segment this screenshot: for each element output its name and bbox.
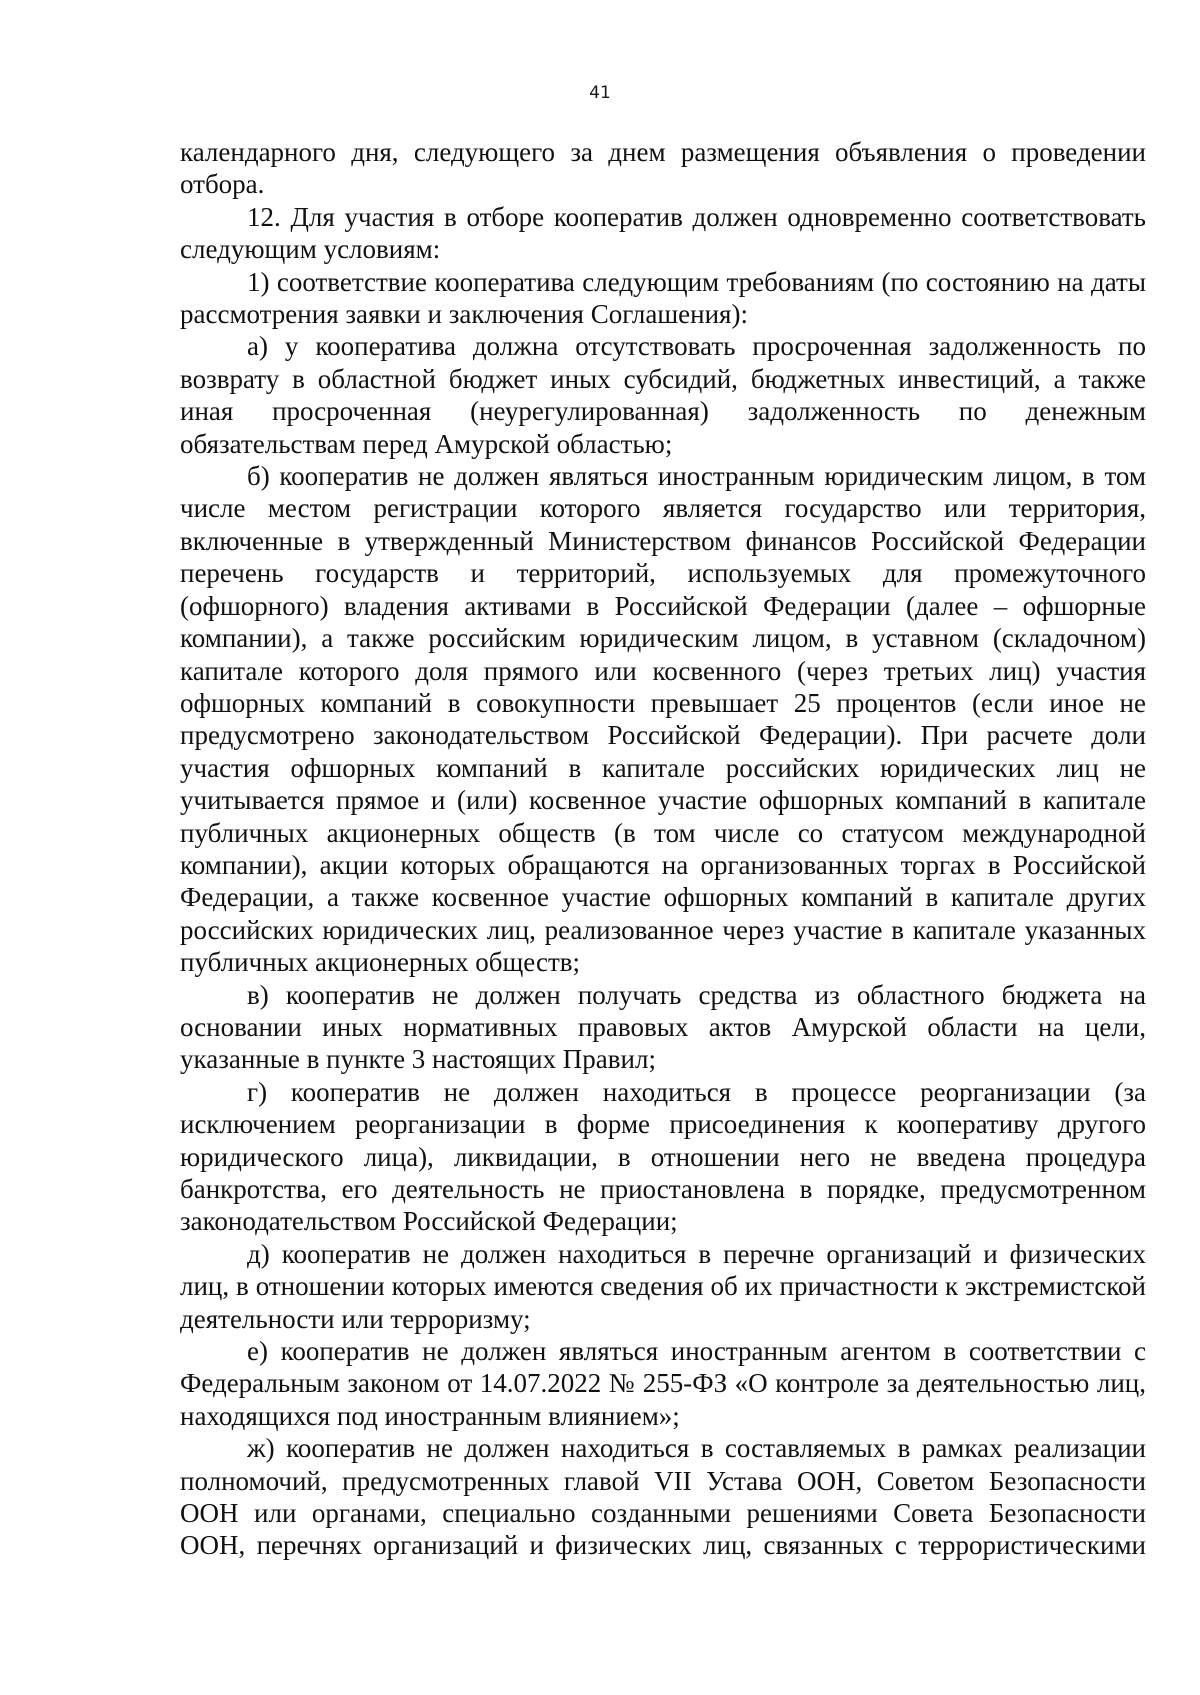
paragraph-subitem-e: е) кооператив не должен являться иностранным агентом в соответствии с Федеральным законом от 14.07.2022 № 255-ФЗ «О контроле за деятельностью лиц, находящихся под иностранным влиянием»; — [180, 1336, 1146, 1431]
paragraph-item-12: 12. Для участия в отборе кооператив должен одновременно соответствовать следующим условиям: — [180, 201, 1146, 265]
paragraph-subitem-v: в) кооператив не должен получать средства из областного бюджета на основании иных нормативных правовых актов Амурской области на цели, указанные в пункте 3 настоящих Правил; — [180, 979, 1146, 1075]
paragraph-subitem-b: б) кооператив не должен являться иностранным юридическим лицом, в том числе местом регистрации которого является государство или территория, включенные в утвержденный Министерством финансов Российской Федерации перечень государств и территорий, используемых для промежуточного (офшорного) владения активами в Российской Федерации (далее – офшорные компании), а также российским юридическим лицом, в уставном (складочном) капитале которого доля прямого или косвенного (через третьих лиц) участия офшорных компаний в совокупности превышает 25 процентов (если иное не предусмотрено законодательством Российской Федерации). При расчете доли участия офшорных компаний в капитале российских юридических лиц не учитывается прямое и (или) косвенное участие офшорных компаний в капитале публичных акционерных обществ (в том числе со статусом международной компании), акции которых обращаются на организованных торгах в Российской Федерации, а также косвенное участие офшорных компаний в капитале других российских юридических лиц, реализованное через участие в капитале указанных публичных акционерных обществ; — [180, 461, 1146, 978]
paragraph-subitem-1: 1) соответствие кооператива следующим требованиям (по состоянию на даты рассмотрения заявки и заключения Соглашения): — [180, 266, 1146, 330]
document-body — [180, 136, 1146, 1562]
paragraph-continuation: календарного дня, следующего за днем размещения объявления о проведении отбора. — [180, 137, 1146, 200]
page-number: 41 — [589, 83, 611, 103]
paragraph-subitem-a: а) у кооператива должна отсутствовать просроченная задолженность по возврату в областной бюджет иных субсидий, бюджетных инвестиций, а также иная просроченная (неурегулированная) задолженность по денежным обязательствам перед Амурской областью; — [180, 331, 1146, 459]
paragraph-subitem-d: д) кооператив не должен находиться в перечне организаций и физических лиц, в отношении которых имеются сведения об их причастности к экстремистской деятельности или терроризму; — [180, 1238, 1146, 1334]
paragraph-subitem-g: г) кооператив не должен находиться в процессе реорганизации (за исключением реорганизации в форме присоединения к кооперативу другого юридического лица), ликвидации, в отношении него не введена процедура банкротства, его деятельность не приостановлена в порядке, предусмотренном законодательством Российской Федерации; — [180, 1076, 1146, 1237]
paragraph-subitem-zh: ж) кооператив не должен находиться в составляемых в рамках реализации полномочий, предусмотренных главой VII Устава ООН, Советом Безопасности ООН или органами, специально созданными решениями Совета Безопасности ООН, перечнях организаций и физических лиц, связанных с террористическими — [180, 1433, 1146, 1561]
